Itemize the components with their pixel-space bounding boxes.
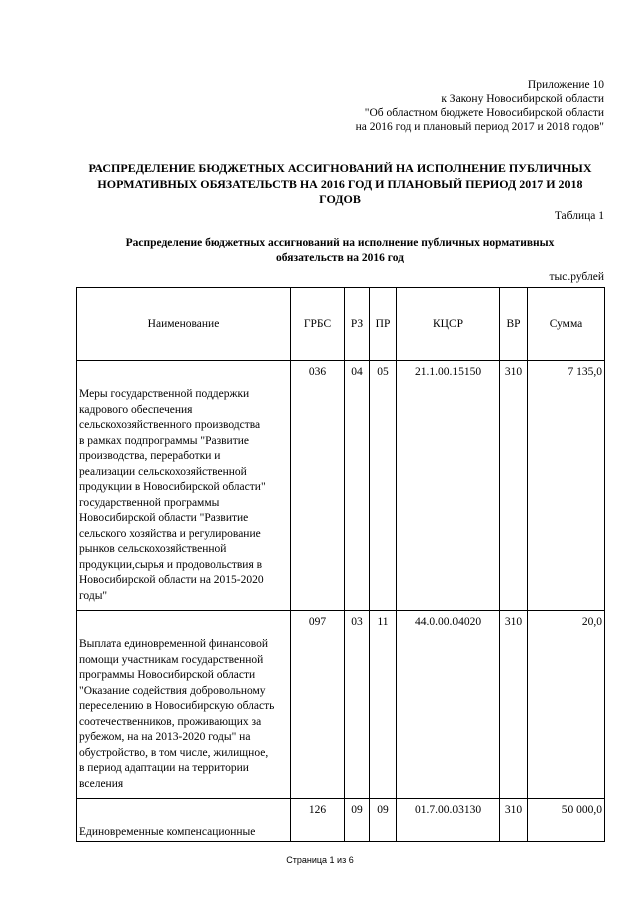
row-name-line: "Оказание содействия добровольному (79, 684, 266, 697)
row-kcsr: 44.0.00.04020 (397, 611, 500, 799)
row-name-line: годы" (79, 589, 108, 602)
row-rz: 09 (345, 799, 370, 842)
row-name-cell (77, 361, 291, 611)
row-kcsr: 21.1.00.15150 (397, 361, 500, 611)
table-row (77, 799, 605, 842)
budget-table (76, 287, 605, 842)
table-row (77, 611, 605, 799)
col-header-name: Наименование (77, 288, 291, 361)
appendix-line: на 2016 год и плановый период 2017 и 2018 годов" (355, 121, 604, 133)
row-name-line: продукции,сырья и продовольствия в (79, 558, 263, 571)
row-name-line: помощи участникам государственной (79, 653, 264, 666)
row-sum: 50 000,0 (528, 799, 605, 842)
row-name-line: соотечественников, проживающих за (79, 715, 262, 728)
row-pr: 09 (370, 799, 397, 842)
row-name-line: рубежом, на на 2013-2020 годы" на (79, 731, 251, 743)
row-name-line: продукции в Новосибирской области" (79, 481, 266, 493)
col-header-grbs: ГРБС (291, 288, 345, 361)
row-grbs: 097 (291, 611, 345, 799)
row-sum: 20,0 (528, 611, 605, 799)
row-grbs: 036 (291, 361, 345, 611)
table-row (77, 361, 605, 611)
row-grbs: 126 (291, 799, 345, 842)
row-name-line: Новосибирской области "Развитие (79, 512, 249, 524)
row-kcsr: 01.7.00.03130 (397, 799, 500, 842)
row-name-line: кадрового обеспечения (79, 403, 193, 416)
row-vr: 310 (500, 361, 528, 611)
row-name-line: обустройство, в том числе, жилищное, (79, 746, 269, 759)
row-name-line: сельского хозяйства и регулирование (79, 527, 261, 540)
table-header-row (77, 288, 605, 361)
col-header-vr: ВР (500, 288, 528, 361)
row-vr: 310 (500, 799, 528, 842)
row-pr: 05 (370, 361, 397, 611)
row-name-line: сельскохозяйственного производства (79, 419, 261, 431)
col-header-rz: РЗ (345, 288, 370, 361)
row-name-line: Выплата единовременной финансовой (79, 638, 268, 650)
row-name-line: Единовременные компенсационные (79, 826, 256, 838)
subtitle-line: обязательств на 2016 год (276, 252, 404, 264)
col-header-pr: ПР (370, 288, 397, 361)
document-title (76, 161, 604, 208)
page-footer: Страница 1 из 6 (286, 855, 354, 865)
row-name-line: программы Новосибирской области (79, 669, 256, 681)
row-name-line: Новосибирской области на 2015-2020 (79, 574, 264, 586)
col-header-kcsr: КЦСР (397, 288, 500, 361)
appendix-line: Приложение 10 (527, 79, 604, 91)
row-sum: 7 135,0 (528, 361, 605, 611)
row-name-line: Меры государственной поддержки (79, 388, 250, 400)
table-label: Таблица 1 (554, 210, 604, 222)
row-name-line: вселения (79, 777, 124, 790)
row-name-line: производства, переработки и (79, 450, 221, 462)
title-line: ГОДОВ (319, 192, 361, 206)
table-subtitle (76, 236, 604, 266)
row-name-line: в период адаптации на территории (79, 762, 249, 774)
appendix-line: "Об областном бюджете Новосибирской области (364, 107, 604, 119)
row-vr: 310 (500, 611, 528, 799)
row-rz: 04 (345, 361, 370, 611)
row-pr: 11 (370, 611, 397, 799)
row-name-line: государственной программы (79, 496, 220, 509)
title-line: НОРМАТИВНЫХ ОБЯЗАТЕЛЬСТВ НА 2016 ГОД И ПЛАНОВЫЙ ПЕРИОД 2017 И 2018 (97, 176, 583, 191)
row-name-line: в рамках подпрограммы "Развитие (79, 434, 249, 447)
title-line: РАСПРЕДЕЛЕНИЕ БЮДЖЕТНЫХ АССИГНОВАНИЙ НА ИСПОЛНЕНИЕ ПУБЛИЧНЫХ (88, 161, 592, 175)
appendix-header (356, 78, 604, 134)
subtitle-line: Распределение бюджетных ассигнований на исполнение публичных нормативных (125, 237, 555, 249)
row-name-line: реализации сельскохозяйственной (79, 465, 247, 478)
row-name-cell (77, 799, 291, 842)
row-name-line: переселению в Новосибирскую область (79, 700, 275, 712)
row-name-line: рынков сельскохозяйственной (79, 543, 227, 555)
units-label: тыс.рублей (549, 271, 604, 283)
row-name-cell (77, 611, 291, 799)
col-header-sum: Сумма (528, 288, 605, 361)
appendix-line: к Закону Новосибирской области (441, 93, 604, 105)
row-rz: 03 (345, 611, 370, 799)
